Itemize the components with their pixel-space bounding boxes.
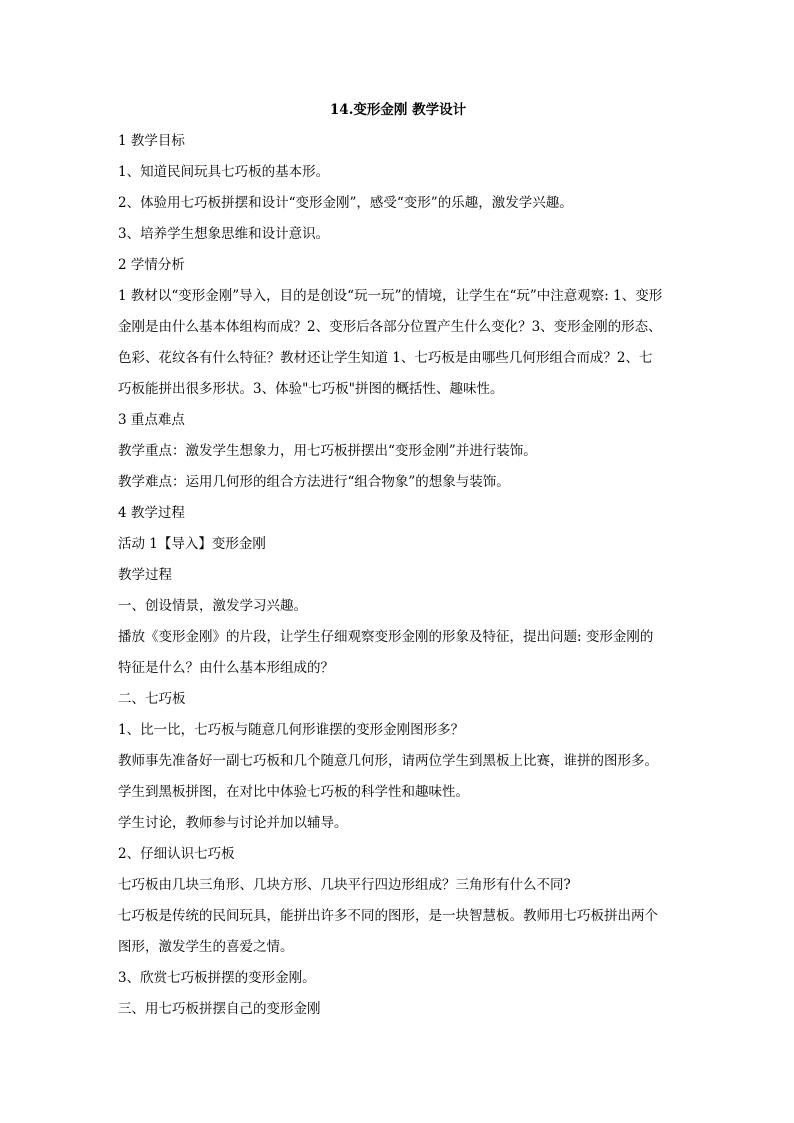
text-line: 3、培养学生想象思维和设计意识。: [118, 226, 330, 242]
text-line: 色彩、花纹各有什么特征？教材还让学生知道 1、七巧板是由哪些几何形组合而成？2、七: [118, 350, 653, 366]
paragraph: [118, 162, 678, 182]
paragraph: [118, 534, 678, 554]
paragraph: [118, 844, 678, 864]
text-line: 播放《变形金刚》的片段，让学生仔细观察变形金刚的形象及特征，提出问题: 变形金刚的: [118, 629, 654, 645]
paragraph: [118, 193, 678, 213]
paragraph: [118, 410, 678, 430]
text-line: 二、七巧板: [118, 691, 186, 707]
text-line: 活动 1【导入】变形金刚: [118, 536, 266, 552]
text-line: 3 重点难点: [118, 412, 185, 428]
paragraph: [118, 472, 678, 492]
paragraph: [118, 720, 678, 740]
paragraph: [118, 441, 678, 461]
text-line: 七巧板是传统的民间玩具，能拼出许多不同的图形，是一块智慧板。教师用七巧板拼出两个: [118, 908, 658, 924]
text-line: 2、体验用七巧板拼摆和设计“变形金刚”，感受“变形”的乐趣，激发学兴趣。: [118, 195, 573, 211]
text-line: 1、比一比，七巧板与随意几何形谁摆的变形金刚图形多？: [118, 722, 465, 738]
text-line: 金刚是由什么基本体组构而成？2、变形后各部分位置产生什么变化？3、变形金刚的形态、: [118, 319, 662, 335]
document-body: [118, 131, 678, 1019]
paragraph: [118, 999, 678, 1019]
text-line: 教学难点：运用几何形的组合方法进行“组合物象”的想象与装饰。: [118, 474, 510, 490]
text-line: 1、知道民间玩具七巧板的基本形。: [118, 164, 330, 180]
text-line: 巧板能拼出很多形状。3、体验"七巧板"拼图的概括性、趣味性。: [118, 381, 504, 397]
text-line: 3、欣赏七巧板拼摆的变形金刚。: [118, 970, 316, 986]
paragraph: [118, 813, 678, 833]
paragraph: [118, 224, 678, 244]
paragraph: [118, 503, 678, 523]
text-line: 2、仔细认识七巧板: [118, 846, 235, 862]
text-line: 图形，激发学生的喜爱之情。: [118, 939, 294, 955]
paragraph: [118, 689, 678, 709]
paragraph: [118, 565, 678, 585]
text-line: 三、用七巧板拼摆自己的变形金刚: [118, 1001, 321, 1017]
paragraph: [118, 782, 678, 802]
text-line: 一、创设情景，激发学习兴趣。: [118, 598, 307, 614]
text-line: 七巧板由几块三角形、几块方形、几块平行四边形组成？三角形有什么不同?: [118, 877, 571, 893]
paragraph: [118, 751, 678, 771]
document-page: [118, 100, 678, 1030]
document-title: 14.变形金刚 教学设计: [329, 102, 467, 118]
paragraph: [118, 131, 678, 151]
text-line: 1 教学目标: [118, 133, 185, 149]
paragraph: [118, 906, 678, 957]
paragraph: [118, 596, 678, 616]
text-line: 教师事先准备好一副七巧板和几个随意几何形，请两位学生到黑板上比赛，谁拼的图形多。: [118, 753, 658, 769]
paragraph: [118, 875, 678, 895]
paragraph: [118, 255, 678, 275]
text-line: 2 学情分析: [118, 257, 185, 273]
text-line: 4 教学过程: [118, 505, 185, 521]
text-line: 教学过程: [118, 567, 172, 583]
paragraph: [118, 627, 678, 678]
text-line: 学生讨论，教师参与讨论并加以辅导。: [118, 815, 348, 831]
text-line: 教学重点：激发学生想象力，用七巧板拼摆出“变形金刚”并进行装饰。: [118, 443, 537, 459]
paragraph: [118, 286, 678, 399]
text-line: 特征是什么？由什么基本形组成的？: [118, 660, 334, 676]
text-line: 学生到黑板拼图，在对比中体验七巧板的科学性和趣味性。: [118, 784, 469, 800]
text-line: 1 教材以“变形金刚”导入，目的是创设“玩一玩”的情境，让学生在“玩”中注意观察: 1、变形: [118, 288, 663, 304]
paragraph: [118, 968, 678, 988]
